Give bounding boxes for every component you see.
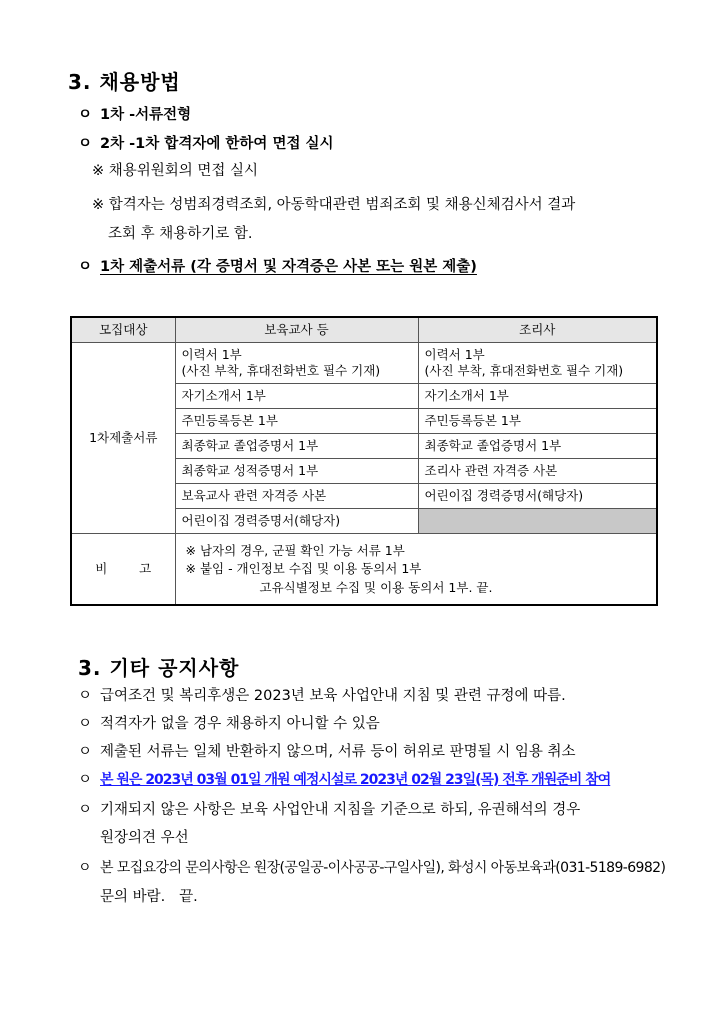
cell-teacher: 주민등록등본 1부 xyxy=(175,409,418,434)
notice-item: ㅇ 급여조건 및 복리후생은 2023년 보육 사업안내 지침 및 관련 규정에 따름. xyxy=(78,688,566,704)
notice-item: ㅇ 제출된 서류는 일체 반환하지 않으며, 서류 등이 허위로 판명될 시 임용 취소 xyxy=(78,744,576,760)
notice-item-highlight: ㅇ 본 원은 2023년 03월 01일 개원 예정시설로 2023년 02월 23일(목) 전후 개원준비 참여 xyxy=(78,772,611,788)
header-cook: 조리사 xyxy=(418,317,657,343)
notice-item: ㅇ 적격자가 없을 경우 채용하지 아니할 수 있음 xyxy=(78,716,380,732)
item-second-stage: ㅇ 2차 -1차 합격자에 한하여 면접 실시 xyxy=(78,136,334,152)
table-remarks-row xyxy=(71,534,657,606)
table-row xyxy=(71,343,657,384)
table-header-row xyxy=(71,317,657,343)
section-title-other-notices: 3. 기타 공지사항 xyxy=(78,656,240,680)
cell-cook: 어린이집 경력증명서(해당자) xyxy=(418,484,657,509)
row-label-first-docs: 1차제출서류 xyxy=(71,343,175,534)
cell-cook: 주민등록등본 1부 xyxy=(418,409,657,434)
notice-item-contact-cont: 문의 바람. 끝. xyxy=(100,889,198,905)
notice-item-contact: ㅇ 본 모집요강의 문의사항은 원장(공일공-이사공공-구일사일), 화성시 아동보육과(031-5189-6982) xyxy=(78,860,666,876)
cell-cook: 조리사 관련 자격증 사본 xyxy=(418,459,657,484)
note-interview: ※ 채용위원회의 면접 실시 xyxy=(92,163,259,179)
notice-item: ㅇ 기재되지 않은 사항은 보육 사업안내 지침을 기준으로 하되, 유권해석의 경우 xyxy=(78,802,581,818)
item-first-stage: ㅇ 1차 -서류전형 xyxy=(78,107,192,123)
remarks-label: 비 고 xyxy=(71,534,175,606)
cell-teacher: 보육교사 관련 자격증 사본 xyxy=(175,484,418,509)
section-title-recruitment-method: 3. 채용방법 xyxy=(68,70,181,94)
cell-teacher-resume: 이력서 1부 (사진 부착, 휴대전화번호 필수 기재) xyxy=(175,343,418,384)
notice-item-cont: 원장의견 우선 xyxy=(100,830,189,846)
cell-teacher: 최종학교 성적증명서 1부 xyxy=(175,459,418,484)
note-background-check-cont: 조회 후 채용하기로 함. xyxy=(108,226,253,242)
note-background-check: ※ 합격자는 성범죄경력조회, 아동학대관련 범죄조회 및 채용신체검사서 결과 xyxy=(92,197,576,213)
cell-cook: 자기소개서 1부 xyxy=(418,384,657,409)
cell-cook: 최종학교 졸업증명서 1부 xyxy=(418,434,657,459)
item-documents-heading: ㅇ 1차 제출서류 (각 증명서 및 자격증은 사본 또는 원본 제출) xyxy=(78,259,477,275)
cell-teacher: 자기소개서 1부 xyxy=(175,384,418,409)
header-teacher: 보육교사 등 xyxy=(175,317,418,343)
cell-empty-gray xyxy=(418,509,657,534)
remarks-content: ※ 남자의 경우, 군필 확인 가능 서류 1부 ※ 붙임 - 개인정보 수집 및 이용 동의서 1부 고유식별정보 수집 및 이용 동의서 1부. 끝. xyxy=(175,534,657,606)
cell-teacher: 어린이집 경력증명서(해당자) xyxy=(175,509,418,534)
documents-table xyxy=(70,316,658,606)
cell-teacher: 최종학교 졸업증명서 1부 xyxy=(175,434,418,459)
cell-cook-resume: 이력서 1부 (사진 부착, 휴대전화번호 필수 기재) xyxy=(418,343,657,384)
header-target: 모집대상 xyxy=(71,317,175,343)
